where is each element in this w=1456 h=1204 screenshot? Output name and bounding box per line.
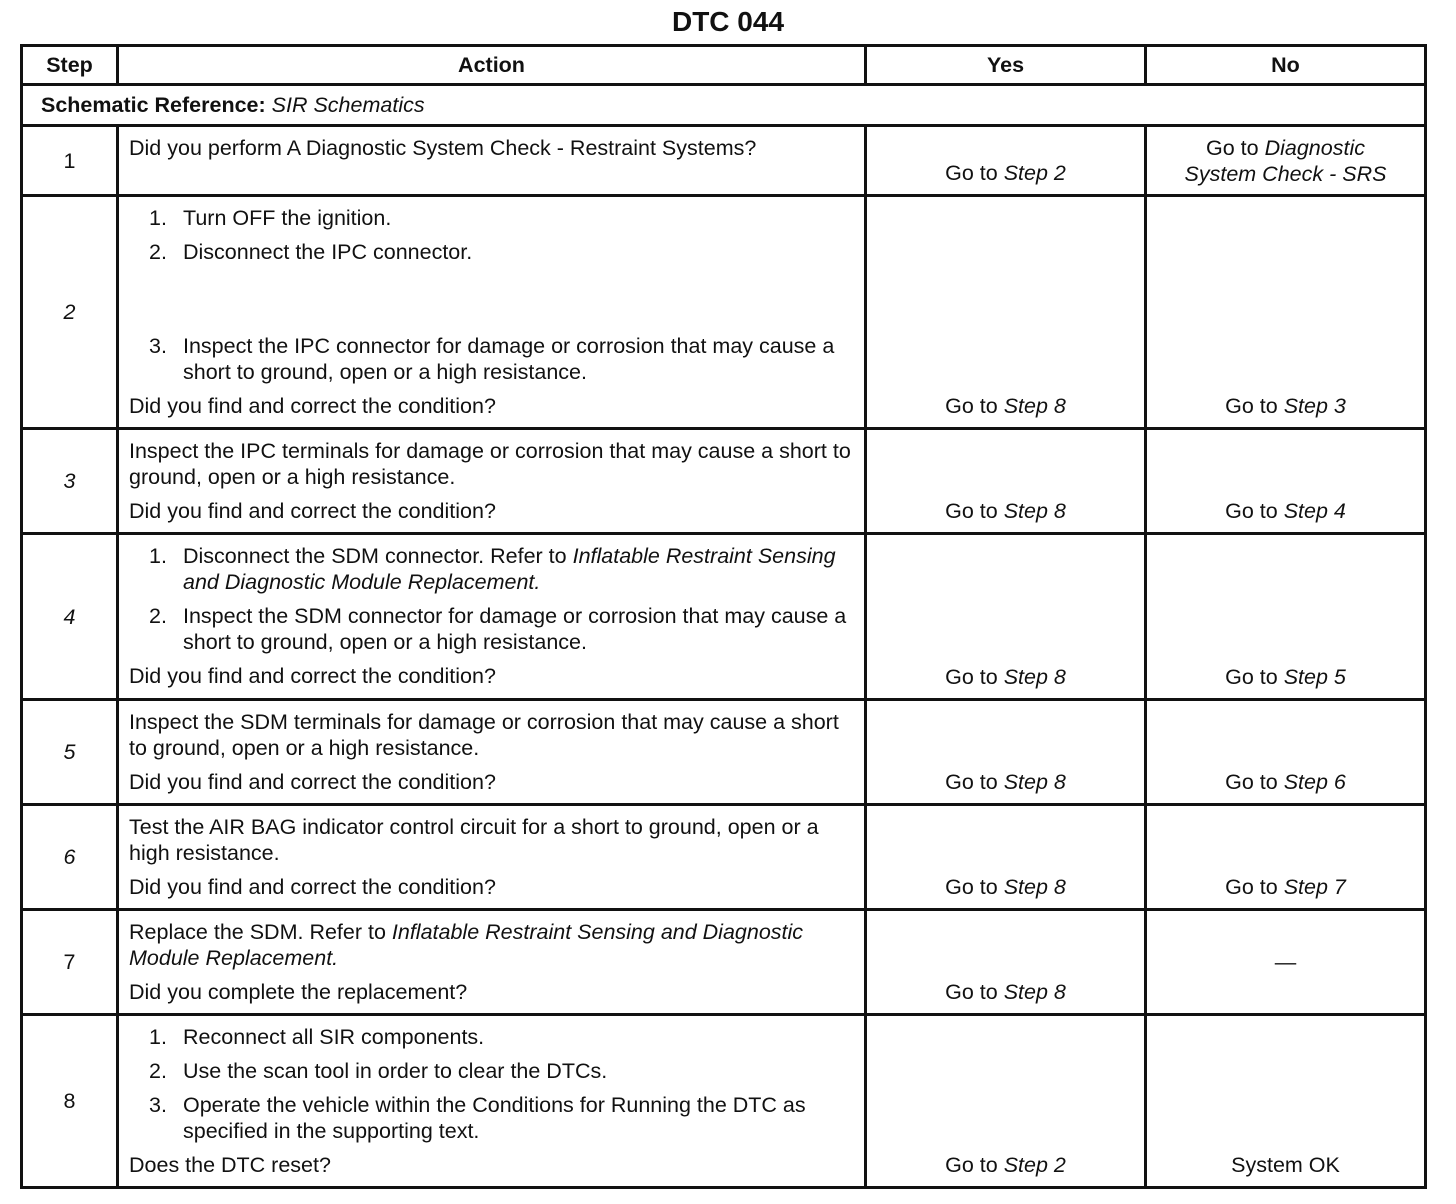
yes-cell[interactable]: Go to Step 8 [866,534,1146,700]
step-number: 6 [22,805,118,910]
action-cell [118,429,866,534]
yes-cell[interactable] [866,126,1146,196]
list-item: 3. Operate the vehicle within the Conditions for Running the DTC as specified in the supporting text. [149,1093,806,1143]
action-cell [118,910,866,1015]
reference-link[interactable]: Inflatable Restraint Sensing and Diagnostic Module Replacement. [129,920,804,970]
no-cell[interactable]: Go to Step 4 [1146,429,1426,534]
no-step-link[interactable]: Step 6 [1283,770,1346,794]
schematic-reference [22,85,1426,126]
list-item: 2. Disconnect the IPC connector. [149,240,473,264]
step-number: 2 [22,196,118,429]
no-cell: — [1146,910,1426,1015]
no-cell[interactable]: Go to Step 6 [1146,700,1426,805]
action-text: Did you perform A Diagnostic System Check - Restraint Systems? [129,136,757,160]
no-step-link[interactable]: Step 5 [1283,665,1346,689]
action-cell [118,126,866,196]
no-cell: System OK [1146,1015,1426,1188]
schematic-link[interactable]: SIR Schematics [271,93,425,117]
page-title: DTC 044 [671,6,785,37]
no-cell[interactable] [1146,126,1426,196]
header-no: No [1146,46,1426,85]
question-text: Did you find and correct the condition? [129,875,496,899]
table-row [22,196,1426,429]
header-action: Action [118,46,866,85]
yes-step-link[interactable]: Step 8 [1003,875,1066,899]
step-number: 1 [22,126,118,196]
no-cell[interactable]: Go to Step 7 [1146,805,1426,910]
schematic-reference-row [22,85,1426,126]
question-text: Did you find and correct the condition? [129,394,496,418]
yes-cell[interactable]: Go to Step 8 [866,805,1146,910]
action-text: Inspect the SDM terminals for damage or corrosion that may cause a short to ground, open or a high resistance. [129,710,839,760]
table-row [22,700,1426,805]
header-step: Step [22,46,118,85]
step-number: 7 [22,910,118,1015]
go-to-label: Go to [945,161,998,185]
table-row [22,534,1426,700]
reference-link[interactable]: Inflatable Restraint Sensing and Diagnostic Module Replacement. [183,544,836,594]
no-step-link[interactable]: Step 3 [1283,394,1346,418]
question-text: Did you find and correct the condition? [129,770,496,794]
table-row [22,126,1426,196]
action-cell [118,1015,866,1188]
yes-step-link[interactable]: Step 8 [1003,980,1066,1004]
table-header-row [22,46,1426,85]
schematic-label: Schematic Reference: [41,93,266,117]
question-text: Did you complete the replacement? [129,980,468,1004]
action-text: Inspect the IPC terminals for damage or corrosion that may cause a short to ground, open or a high resistance. [129,439,851,489]
no-cell[interactable]: Go to Step 5 [1146,534,1426,700]
list-item: 1. Disconnect the SDM connector. Refer to Inflatable Restraint Sensing and Diagnostic Module Replacement. [149,544,836,594]
no-cell[interactable]: Go to Step 3 [1146,196,1426,429]
yes-cell[interactable]: Go to Step 8 [866,196,1146,429]
table-row [22,1015,1426,1188]
yes-cell[interactable]: Go to Step 8 [866,700,1146,805]
action-cell [118,805,866,910]
step-number: 5 [22,700,118,805]
yes-step-link[interactable]: Step 8 [1003,499,1066,523]
question-text: Did you find and correct the condition? [129,664,496,688]
action-cell [118,196,866,429]
action-cell [118,700,866,805]
list-item: 3. Inspect the IPC connector for damage or corrosion that may cause a short to ground, open or a high resistance. [149,334,835,384]
no-step-link[interactable]: Step 7 [1283,875,1346,899]
yes-cell[interactable]: Go to Step 8 [866,429,1146,534]
question-text: Did you find and correct the condition? [129,499,496,523]
action-cell [118,534,866,700]
table-row [22,910,1426,1015]
table-row [22,805,1426,910]
list-item: 1. Reconnect all SIR components. [149,1025,485,1049]
yes-step-link[interactable]: Step 8 [1003,394,1066,418]
step-number: 4 [22,534,118,700]
action-text: Replace the SDM. Refer to Inflatable Restraint Sensing and Diagnostic Module Replacement. [129,920,804,970]
diagnostic-table [20,44,1427,1189]
no-step-link[interactable]: Step 4 [1283,499,1346,523]
list-item: 1. Turn OFF the ignition. [149,206,392,230]
yes-cell[interactable]: Go to Step 2 [866,1015,1146,1188]
action-text: Test the AIR BAG indicator control circuit for a short to ground, open or a high resistance. [129,815,819,865]
yes-step-link[interactable]: Step 2 [1003,1153,1066,1177]
step-number: 3 [22,429,118,534]
no-link[interactable]: Diagnostic [1264,136,1365,160]
list-item: 2. Inspect the SDM connector for damage or corrosion that may cause a short to ground, open or a high resistance. [149,604,847,654]
no-link-cont[interactable]: System Check - SRS [1184,162,1387,186]
yes-step-link[interactable]: Step 8 [1003,665,1066,689]
yes-step-link[interactable]: Step 2 [1003,161,1066,185]
table-row [22,429,1426,534]
list-item: 2. Use the scan tool in order to clear the DTCs. [149,1059,608,1083]
header-yes: Yes [866,46,1146,85]
step-number: 8 [22,1015,118,1188]
question-text: Does the DTC reset? [129,1153,331,1177]
yes-cell[interactable]: Go to Step 8 [866,910,1146,1015]
go-to-label: Go to [1206,136,1259,160]
yes-step-link[interactable]: Step 8 [1003,770,1066,794]
